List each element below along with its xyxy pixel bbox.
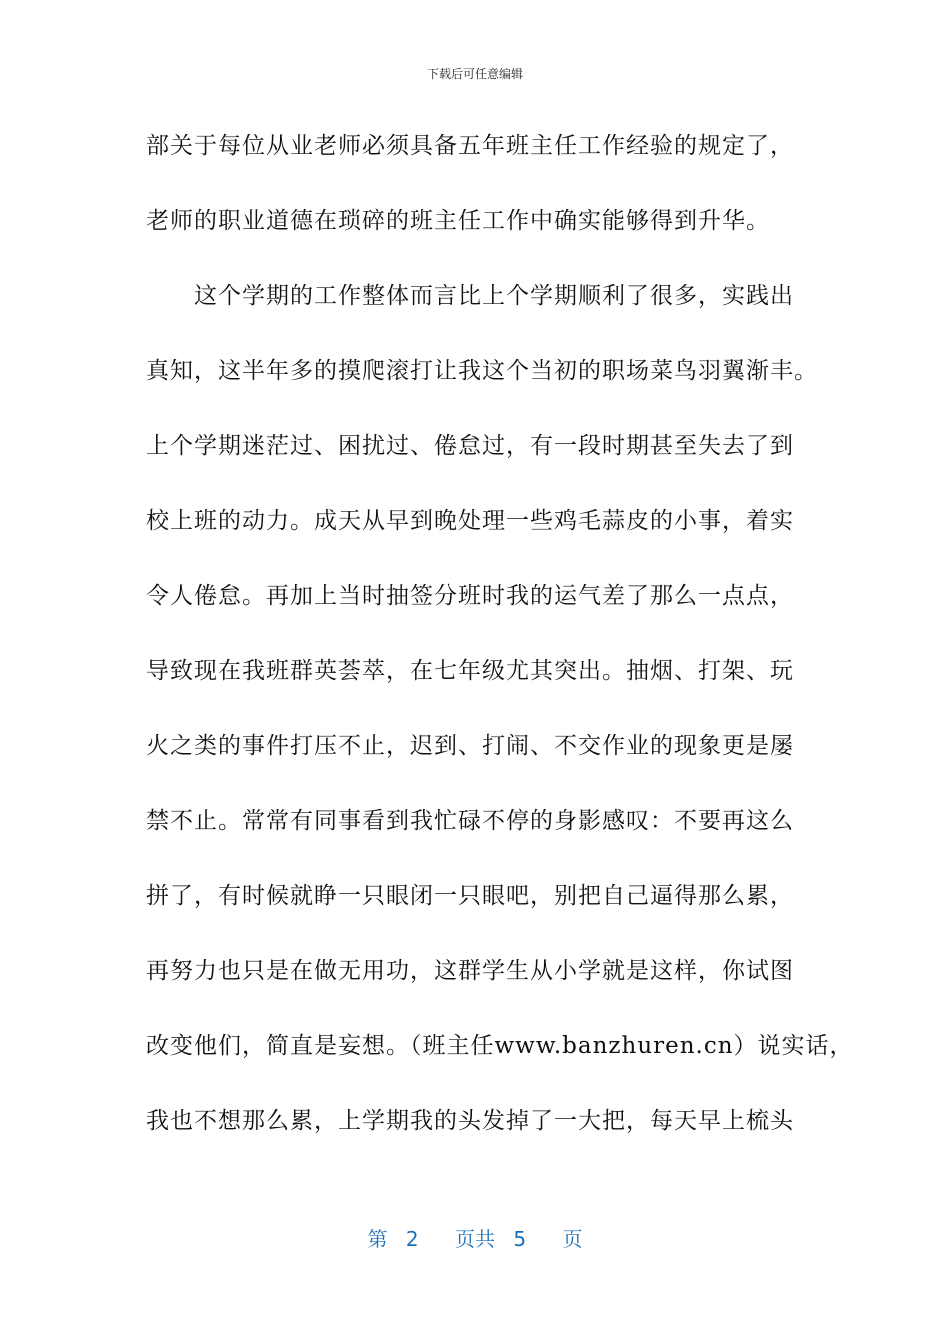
page-header: 下载后可任意编辑 — [426, 67, 523, 81]
text-line-7: 令人倦怠。再加上当时抽签分班时我的运气差了那么一点点， — [146, 583, 794, 609]
text-line-2: 老师的职业道德在琐碎的班主任工作中确实能够得到升华。 — [146, 208, 770, 234]
text-line-6: 校上班的动力。成天从早到晚处理一些鸡毛蒜皮的小事，着实 — [146, 508, 794, 534]
text-line-8: 导致现在我班群英荟萃，在七年级尤其突出。抽烟、打架、玩 — [146, 658, 794, 684]
footer-middle: 页共 — [455, 1227, 495, 1251]
footer-suffix: 页 — [562, 1227, 583, 1251]
footer-prefix: 第 — [367, 1227, 388, 1251]
text-line-13: 改变他们，简直是妄想。（班主任www.banzhuren.cn）说实话， — [146, 1033, 854, 1059]
text-line-1: 部关于每位从业老师必须具备五年班主任工作经验的规定了， — [146, 133, 794, 159]
text-line-4: 真知，这半年多的摸爬滚打让我这个当初的职场菜鸟羽翼渐丰。 — [146, 358, 818, 384]
text-line-14: 我也不想那么累，上学期我的头发掉了一大把，每天早上梳头 — [146, 1108, 794, 1134]
text-line-3: 这个学期的工作整体而言比上个学期顺利了很多，实践出 — [194, 283, 794, 309]
footer-current-page: 2 — [405, 1227, 419, 1251]
text-line-9: 火之类的事件打压不止，迟到、打闹、不交作业的现象更是屡 — [146, 733, 794, 759]
text-line-12: 再努力也只是在做无用功，这群学生从小学就是这样，你试图 — [146, 958, 794, 984]
text-line-10: 禁不止。常常有同事看到我忙碌不停的身影感叹：不要再这么 — [146, 808, 794, 834]
footer-total-pages: 5 — [513, 1227, 527, 1251]
text-line-11: 拼了，有时候就睁一只眼闭一只眼吧，别把自己逼得那么累， — [146, 883, 794, 909]
document-body — [146, 118, 854, 1168]
page-footer — [0, 1226, 950, 1252]
text-line-5: 上个学期迷茫过、困扰过、倦怠过，有一段时期甚至失去了到 — [146, 433, 794, 459]
